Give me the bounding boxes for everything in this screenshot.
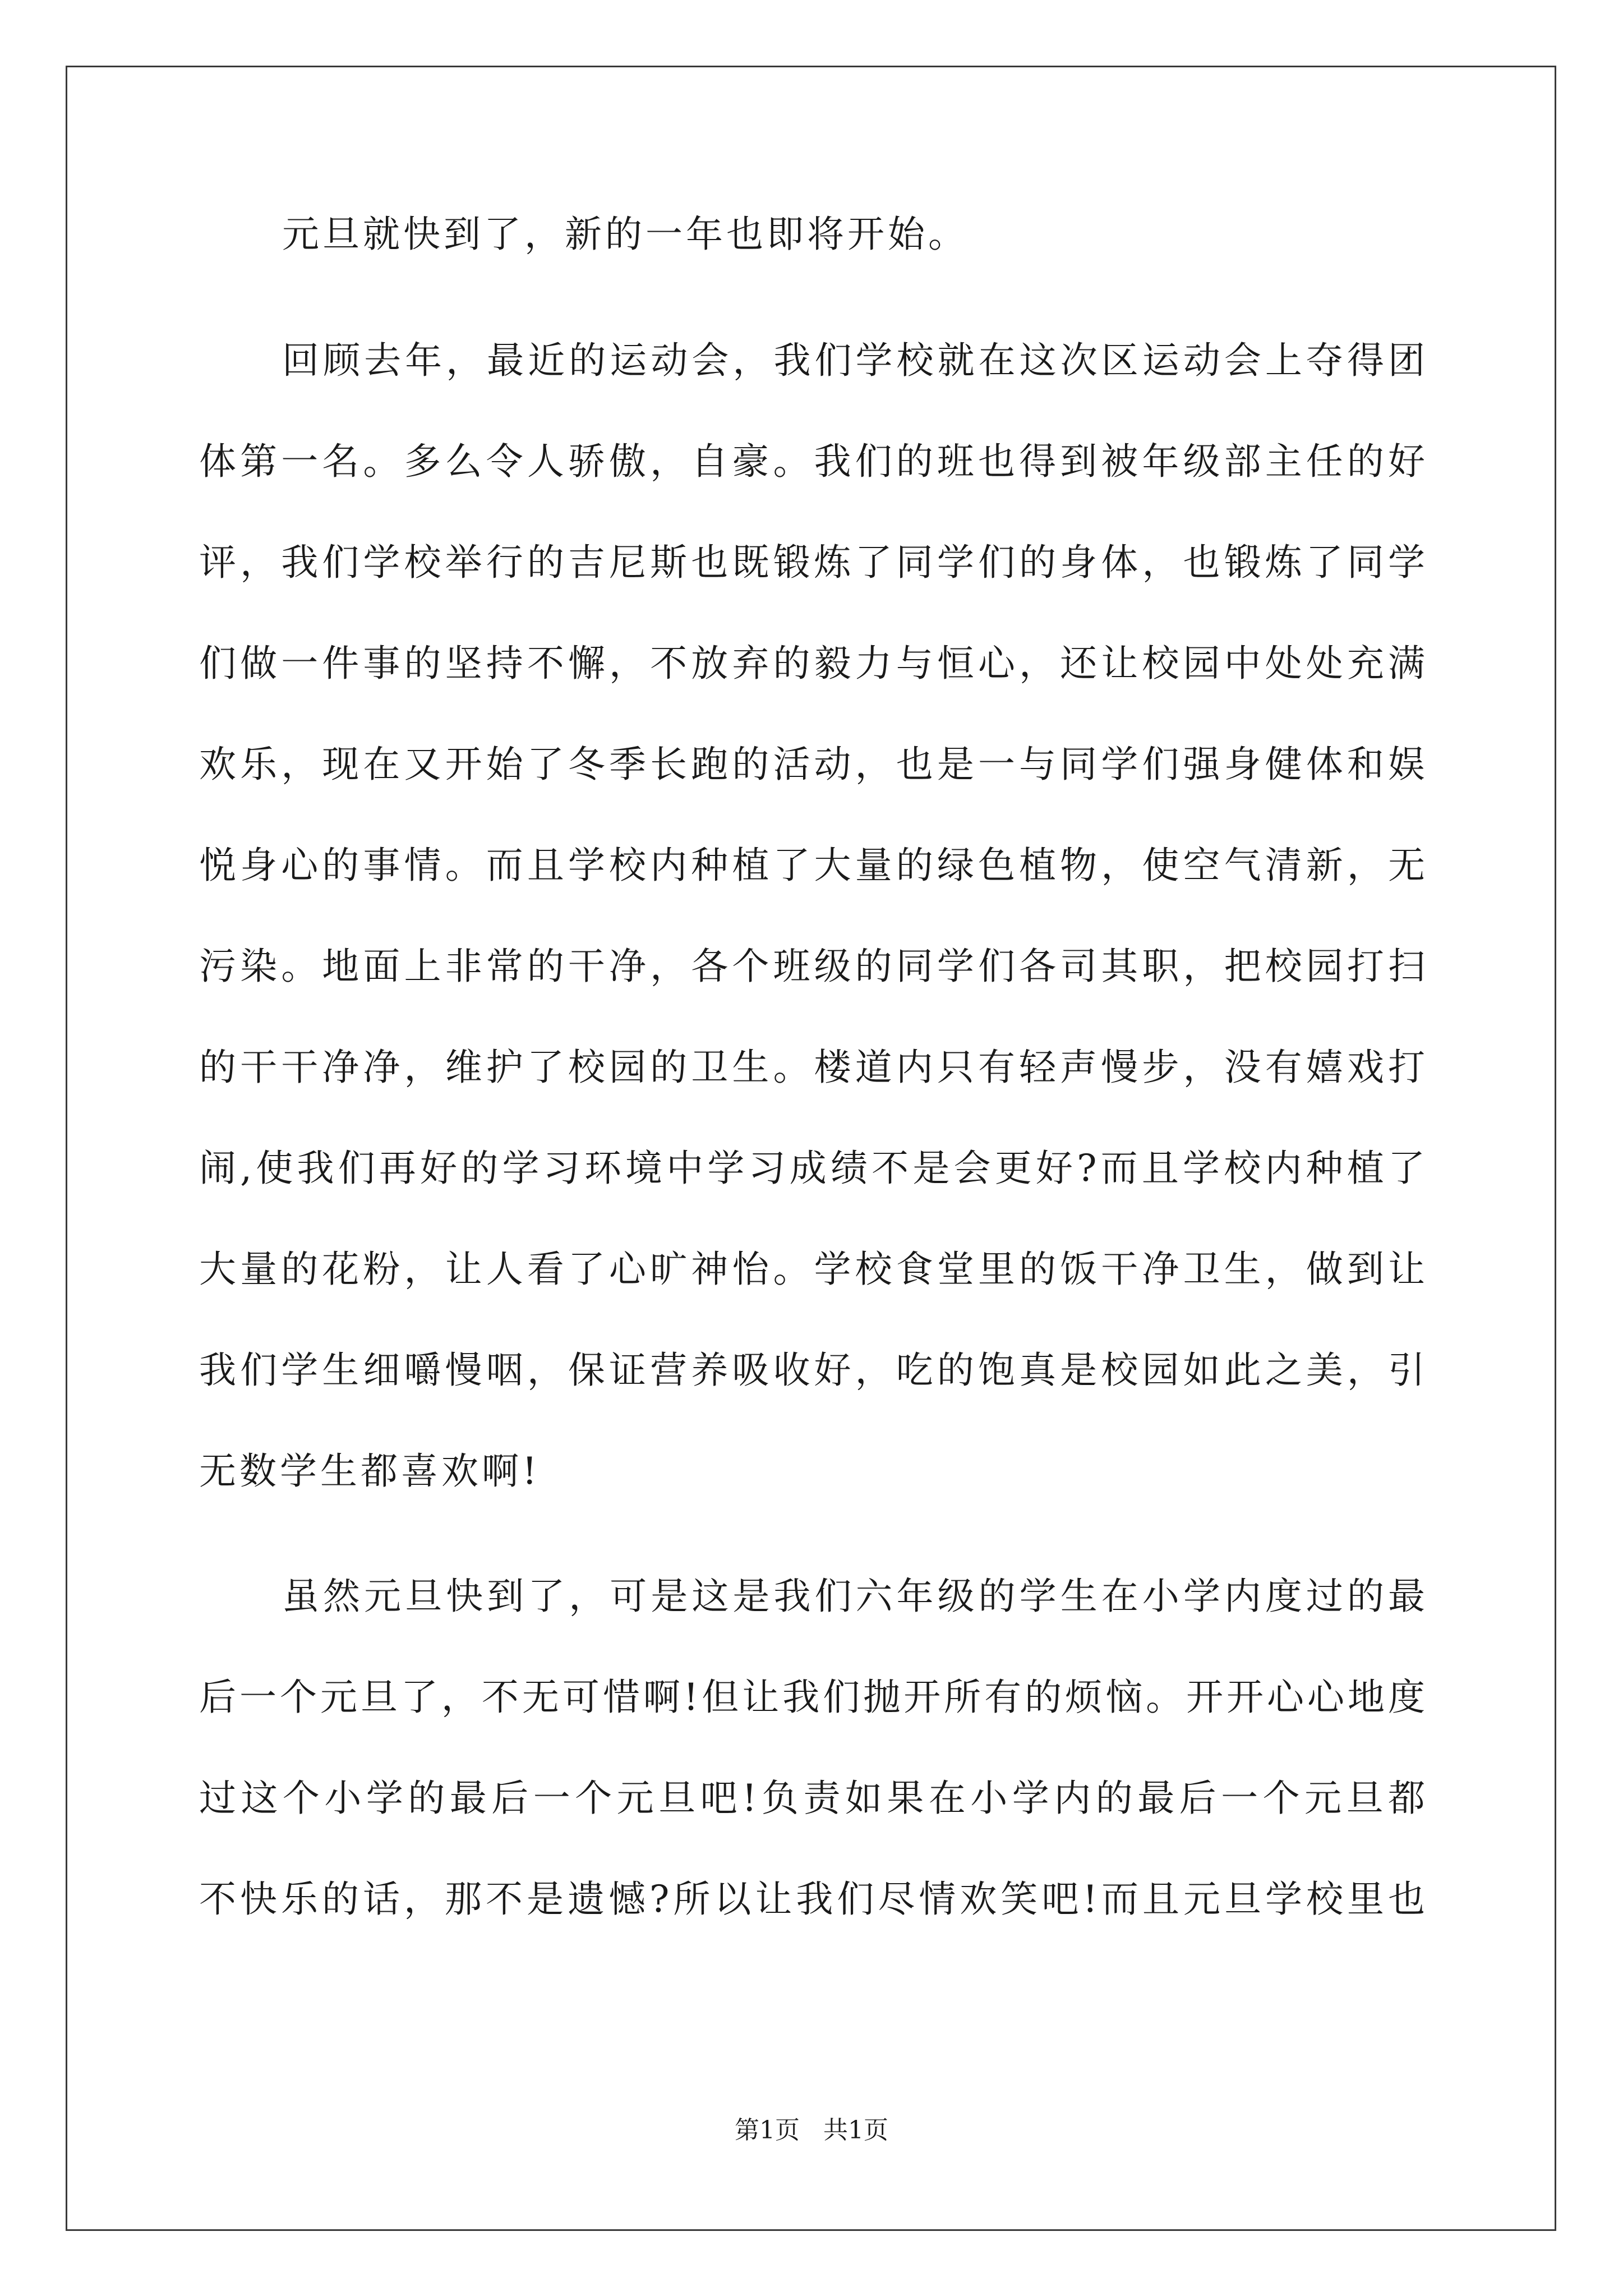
paragraph-2-line-8: 的干干净净，维护了校园的卫生。楼道内只有轻声慢步，没有嬉戏打 [199, 1046, 1425, 1089]
page-number-footer: 第1页 共1页 [735, 2116, 888, 2145]
paragraph-2-line-10: 大量的花粉，让人看了心旷神怡。学校食堂里的饭干净卫生，做到让 [199, 1248, 1425, 1291]
paragraph-2-line-5: 欢乐，现在又开始了冬季长跑的活动，也是一与同学们强身健体和娱 [199, 743, 1425, 786]
paragraph-3-line-4: 不快乐的话，那不是遗憾?所以让我们尽情欢笑吧!而且元旦学校里也 [199, 1878, 1425, 1921]
paragraph-2-line-7: 污染。地面上非常的干净，各个班级的同学们各司其职，把校园打扫 [199, 945, 1425, 988]
paragraph-2-line-9: 闹,使我们再好的学习环境中学习成绩不是会更好?而且学校内种植了 [199, 1147, 1425, 1190]
paragraph-2-line-1: 回顾去年，最近的运动会，我们学校就在这次区运动会上夺得团 [282, 339, 1425, 382]
paragraph-2-line-12: 无数学生都喜欢啊! [199, 1450, 541, 1493]
paragraph-2-line-6: 悦身心的事情。而且学校内种植了大量的绿色植物，使空气清新，无 [199, 844, 1425, 887]
paragraph-2-line-2: 体第一名。多么令人骄傲，自豪。我们的班也得到被年级部主任的好 [199, 440, 1425, 483]
paragraph-3-line-1: 虽然元旦快到了，可是这是我们六年级的学生在小学内度过的最 [282, 1575, 1425, 1618]
paragraph-1-line-1: 元旦就快到了，新的一年也即将开始。 [282, 213, 969, 256]
paragraph-3-line-3: 过这个小学的最后一个元旦吧!负责如果在小学内的最后一个元旦都 [199, 1777, 1425, 1820]
paragraph-3-line-2: 后一个元旦了，不无可惜啊!但让我们抛开所有的烦恼。开开心心地度 [199, 1676, 1425, 1719]
paragraph-2-line-3: 评，我们学校举行的吉尼斯也既锻炼了同学们的身体，也锻炼了同学 [199, 541, 1425, 584]
paragraph-2-line-11: 我们学生细嚼慢咽，保证营养吸收好，吃的饱真是校园如此之美，引 [199, 1349, 1425, 1392]
paragraph-2-line-4: 们做一件事的坚持不懈，不放弃的毅力与恒心，还让校园中处处充满 [199, 642, 1425, 685]
